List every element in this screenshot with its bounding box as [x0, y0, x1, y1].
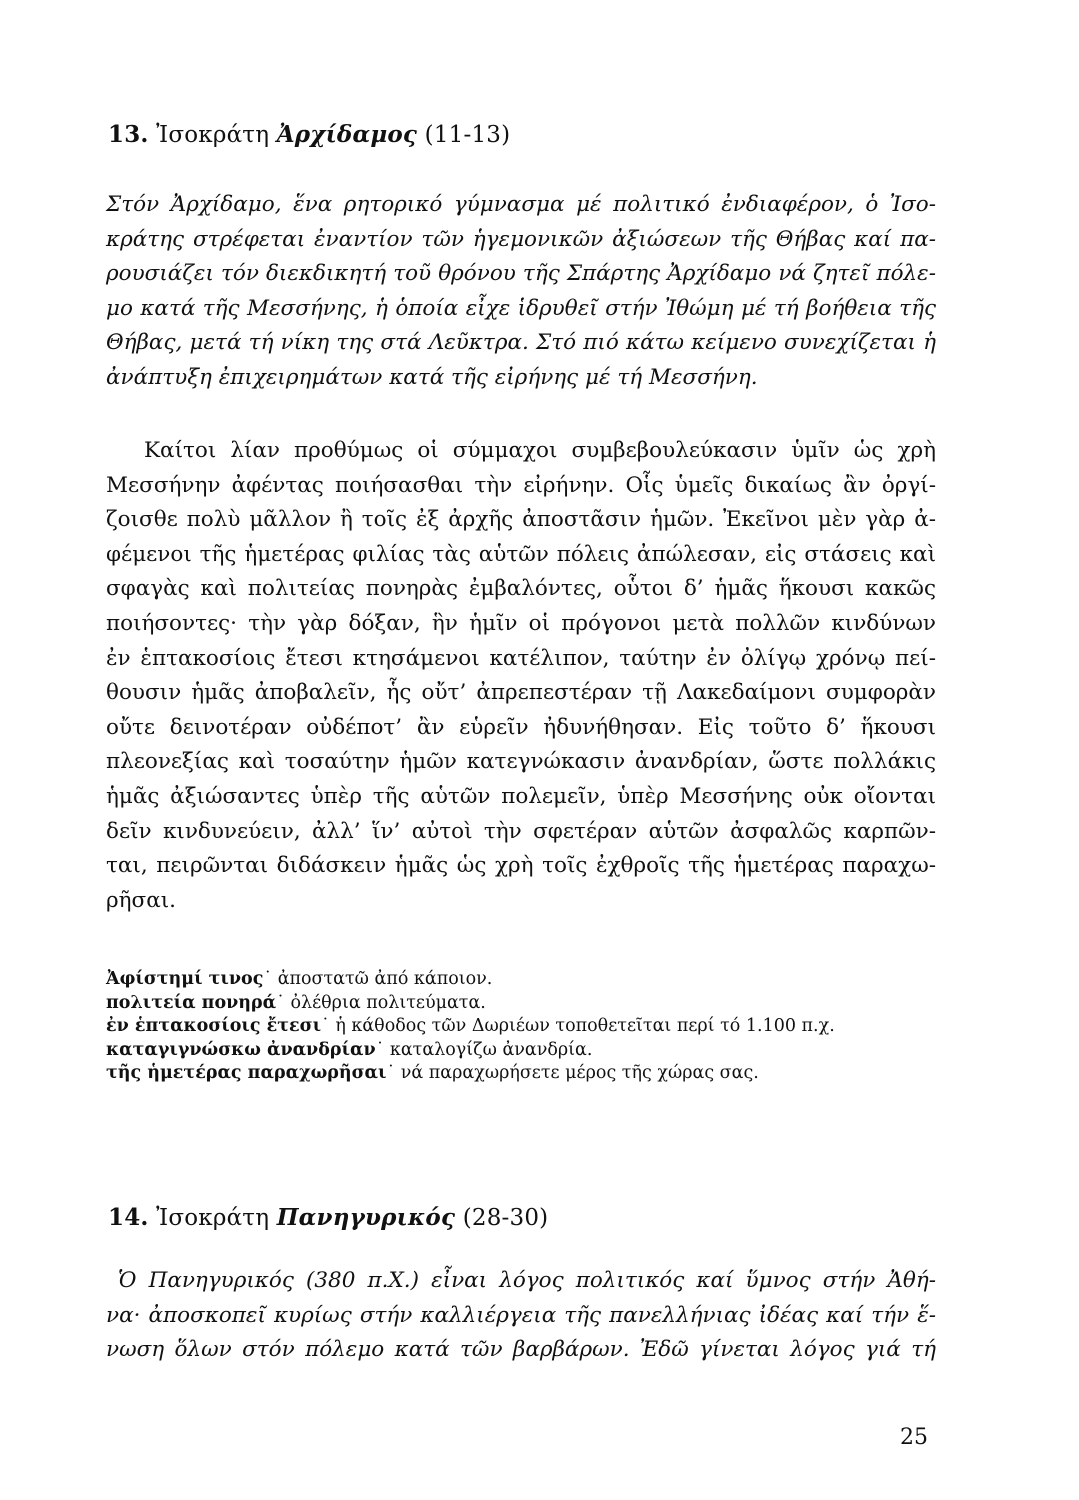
glossary-term: Ἀφίστημί τινος	[106, 969, 264, 989]
text-line: Καίτοι λίαν προθύμως οἱ σύμμαχοι συμβεβουλεύκασιν ὑμῖν ὡς χρὴ	[144, 438, 936, 463]
text-line: θουσιν ἡμᾶς ἀποβαλεῖν, ἧς οὔτ’ ἀπρεπεστέραν τῇ Λακεδαίμονι συμφορὰν	[106, 680, 936, 706]
glossary-entry: Ἀφίστημί τινος˙ ἀποστατῶ ἀπό κάποιον.	[106, 969, 493, 989]
section-13-number: 13.	[108, 121, 149, 148]
section-14-range: (28-30)	[462, 1205, 549, 1231]
glossary-term: πολιτεία πονηρά	[106, 992, 277, 1013]
section-13-ancient-text	[106, 434, 936, 918]
section-13-glossary	[106, 968, 951, 1086]
glossary-entry: καταγιγνώσκω ἀνανδρίαν˙ καταλογίζω ἀνανδρία.	[106, 1039, 593, 1060]
text-line: σφαγὰς καὶ πολιτείας πονηρὰς ἐμβαλόντες, οὗτοι δ’ ἡμᾶς ἥκουσι κακῶς	[106, 576, 936, 602]
glossary-term: ἐν ἑπτακοσίοις ἔτεσι	[106, 1016, 322, 1037]
glossary-entry: τῆς ἡμετέρας παραχωρῆσαι˙ νά παραχωρήσετε μέρος τῆς χώρας σας.	[106, 1063, 759, 1084]
intro-line: Ὁ Πανηγυρικός (380 π.Χ.) εἶναι λόγος πολιτικός καί ὕμνος στήν Ἀθή-	[118, 1268, 936, 1293]
text-line: ται, πειρῶνται διδάσκειν ἡμᾶς ὡς χρὴ τοῖς ἐχθροῖς τῆς ἡμετέρας παραχω-	[106, 853, 936, 879]
glossary-entry: πολιτεία πονηρά˙ ὀλέθρια πολιτεύματα.	[106, 992, 486, 1013]
text-line: οὔτε δεινοτέραν οὐδέποτ’ ἂν εὑρεῖν ἠδυνήθησαν. Εἰς τοῦτο δ’ ἥκουσι	[106, 714, 936, 740]
glossary-definition: νά παραχωρήσετε μέρος τῆς χώρας σας.	[400, 1063, 759, 1084]
text-line: ρῆσαι.	[106, 887, 176, 913]
section-13-work-title: Ἀρχίδαμος	[276, 121, 418, 148]
glossary-definition: καταλογίζω ἀνανδρία.	[389, 1039, 593, 1060]
text-line: ποιήσοντες· τὴν γὰρ δόξαν, ἣν ἡμῖν οἱ πρόγονοι μετὰ πολλῶν κινδύνων	[106, 610, 936, 636]
section-13-heading	[108, 120, 510, 150]
glossary-definition: ὀλέθρια πολιτεύματα.	[290, 992, 486, 1013]
section-14-number: 14.	[108, 1204, 149, 1231]
glossary-definition: ἀποστατῶ ἀπό κάποιον.	[277, 969, 493, 989]
glossary-definition: ἡ κάθοδος τῶν Δωριέων τοποθετεῖται περί τό 1.100 π.χ.	[335, 1016, 835, 1037]
section-13-range: (11-13)	[424, 122, 511, 148]
text-line: ζοισθε πολὺ μᾶλλον ἢ τοῖς ἐξ ἀρχῆς ἀποστᾶσιν ἡμῶν. Ἐκεῖνοι μὲν γὰρ ἀ-	[106, 507, 936, 533]
text-line: Μεσσήνην ἀφέντας ποιήσασθαι τὴν εἰρήνην. Οἷς ὑμεῖς δικαίως ἂν ὀργί-	[106, 472, 936, 498]
intro-line: Θήβας, μετά τή νίκη της στά Λεῦκτρα. Στό πιό κάτω κείμενο συνεχίζεται ἡ	[106, 330, 936, 356]
text-line: ἐν ἑπτακοσίοις ἔτεσι κτησάμενοι κατέλιπον, ταύτην ἐν ὀλίγῳ χρόνῳ πεί-	[106, 645, 936, 671]
page-number: 25	[900, 1425, 928, 1450]
intro-line: κράτης στρέφεται ἐναντίον τῶν ἡγεμονικῶν ἀξιώσεων τῆς Θήβας καί πα-	[106, 226, 936, 252]
section-13-author: Ἰσοκράτη	[156, 122, 270, 148]
glossary-entry: ἐν ἑπτακοσίοις ἔτεσι˙ ἡ κάθοδος τῶν Δωριέων τοποθετεῖται περί τό 1.100 π.χ.	[106, 1016, 835, 1037]
section-14-intro	[106, 1264, 936, 1368]
intro-line: μο κατά τῆς Μεσσήνης, ἡ ὁποία εἶχε ἱδρυθεῖ στήν Ἰθώμη μέ τή βοήθεια τῆς	[106, 295, 936, 321]
glossary-term: τῆς ἡμετέρας παραχωρῆσαι	[106, 1063, 387, 1084]
text-line: πλεονεξίας καὶ τοσαύτην ἡμῶν κατεγνώκασιν ἀνανδρίαν, ὥστε πολλάκις	[106, 749, 936, 775]
section-14-heading	[108, 1203, 548, 1233]
text-line: ἡμᾶς ἀξιώσαντες ὑπὲρ τῆς αὑτῶν πολεμεῖν, ὑπὲρ Μεσσήνης οὐκ οἴονται	[106, 783, 936, 809]
intro-line: Στόν Ἀρχίδαμο, ἕνα ρητορικό γύμνασμα μέ πολιτικό ἐνδιαφέρον, ὁ Ἰσο-	[106, 192, 936, 217]
section-14-author: Ἰσοκράτη	[156, 1205, 270, 1231]
text-line: φέμενοι τῆς ἡμετέρας φιλίας τὰς αὑτῶν πόλεις ἀπώλεσαν, εἰς στάσεις καὶ	[106, 541, 936, 567]
intro-line: να· ἀποσκοπεῖ κυρίως στήν καλλιέργεια τῆς πανελλήνιας ἰδέας καί τήν ἕ-	[106, 1302, 936, 1328]
glossary-term: καταγιγνώσκω ἀνανδρίαν	[106, 1039, 376, 1060]
section-14-work-title: Πανηγυρικός	[276, 1204, 456, 1231]
intro-line: ρουσιάζει τόν διεκδικητή τοῦ θρόνου τῆς Σπάρτης Ἀρχίδαμο νά ζητεῖ πόλε-	[106, 261, 936, 287]
intro-line: νωση ὅλων στόν πόλεμο κατά τῶν βαρβάρων. Ἐδῶ γίνεται λόγος γιά τή	[106, 1337, 936, 1363]
intro-line: ἀνάπτυξη ἐπιχειρημάτων κατά τῆς εἰρήνης μέ τή Μεσσήνη.	[106, 364, 758, 390]
text-line: δεῖν κινδυνεύειν, ἀλλ’ ἵν’ αὐτοὶ τὴν σφετέραν αὑτῶν ἀσφαλῶς καρπῶν-	[106, 818, 936, 844]
section-13-intro	[106, 188, 936, 396]
